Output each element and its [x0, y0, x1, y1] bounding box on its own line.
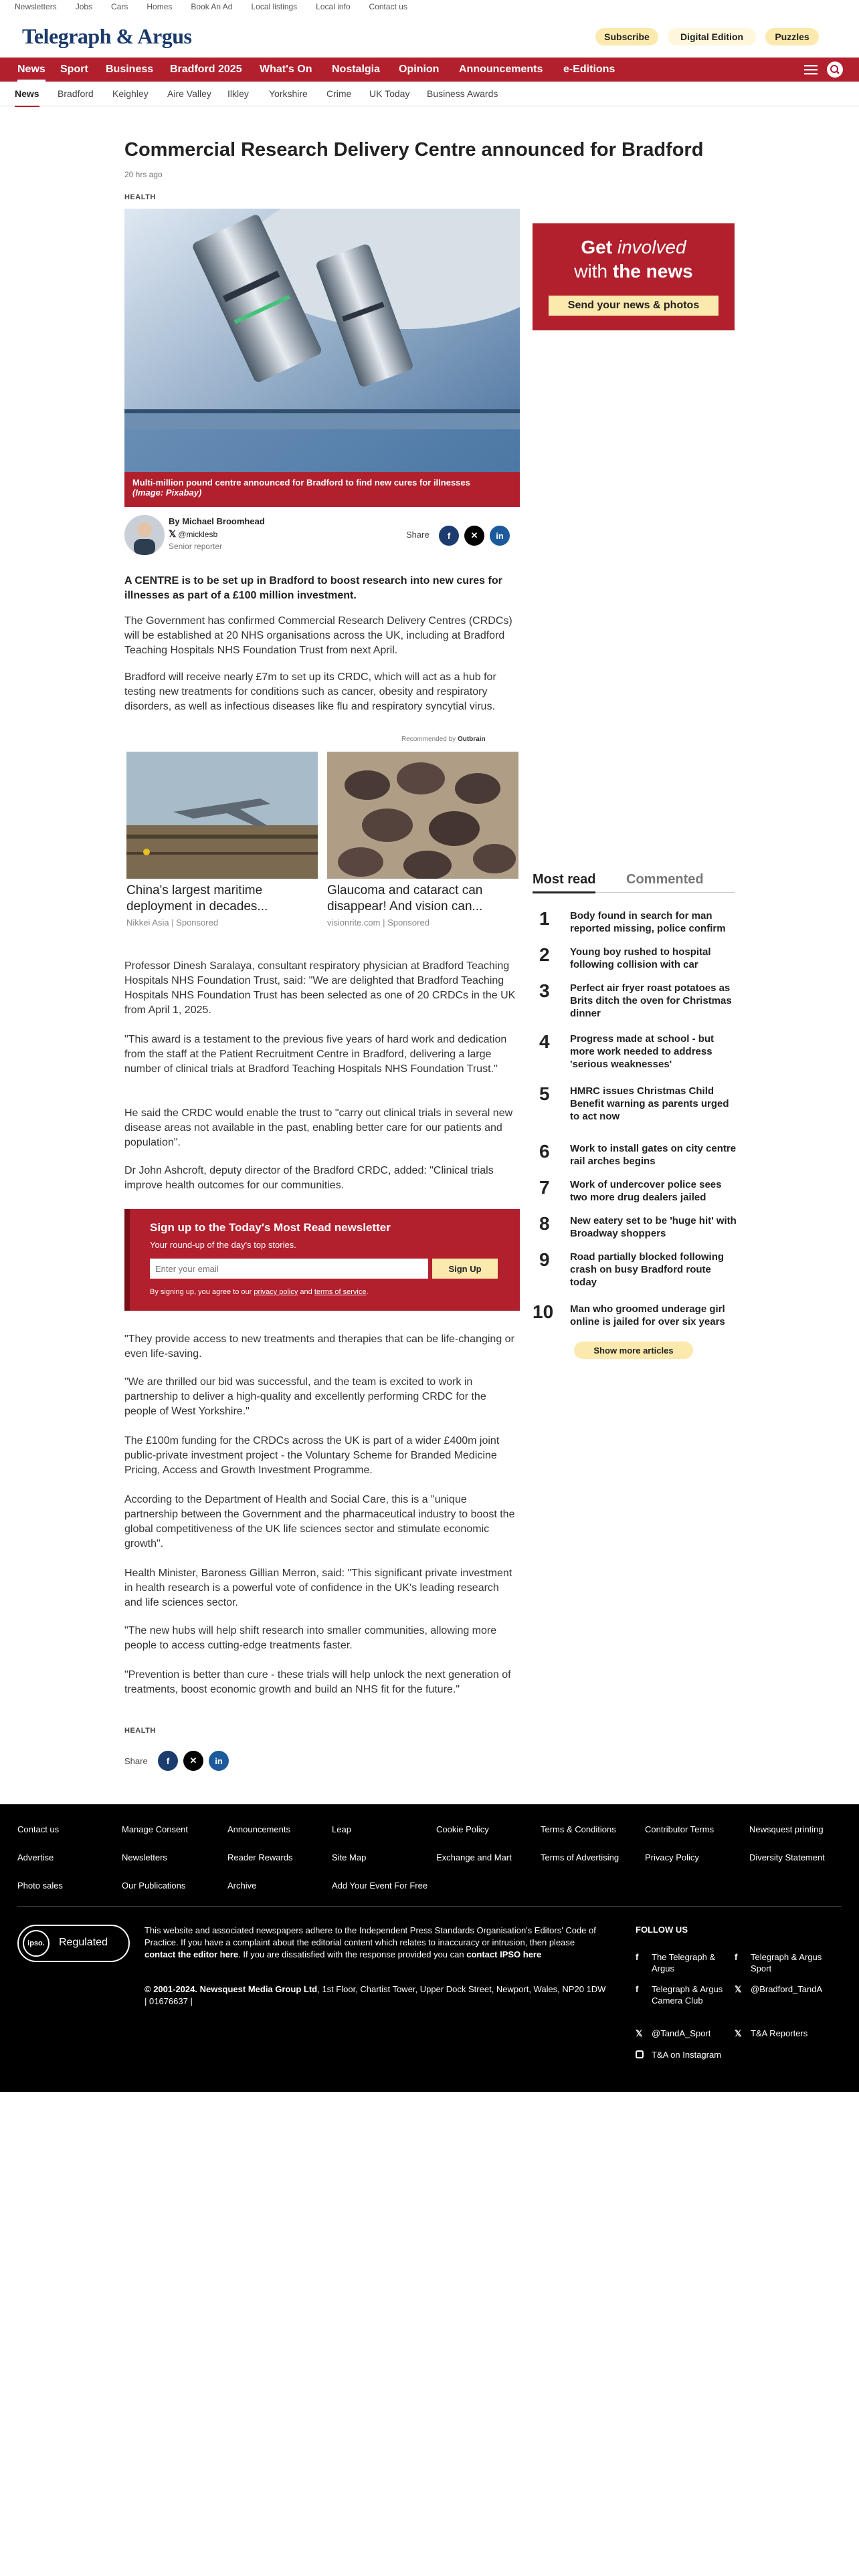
promo-heading — [533, 237, 735, 258]
util-link-local-info[interactable]: Local info — [316, 2, 351, 11]
subscribe-button[interactable]: Subscribe — [595, 28, 658, 45]
article-paragraph: "Prevention is better than cure - these trials will help unlock the next generation of treatments, boost economic growth and build an NHS fit for the future." — [124, 1669, 511, 1695]
contact-ipso-link[interactable]: contact IPSO here — [466, 1949, 542, 1959]
x-icon: 𝕏 — [735, 2028, 742, 2038]
rank-number: 5 — [539, 1083, 550, 1104]
rank-number: 9 — [539, 1249, 550, 1270]
section-tag-bottom[interactable]: HEALTH — [124, 1727, 156, 1735]
search-icon[interactable] — [827, 62, 843, 78]
facebook-icon: f — [735, 1952, 738, 1962]
author-name[interactable]: By Michael Broomhead — [169, 516, 265, 526]
util-link-book-an-ad[interactable]: Book An Ad — [191, 2, 233, 11]
section-tag[interactable]: HEALTH — [124, 193, 156, 201]
most-read-item[interactable]: Perfect air fryer roast potatoes as Brits ditch the oven for Christmas dinner — [570, 982, 732, 1019]
newsletter-email-input[interactable] — [150, 1259, 428, 1279]
outbrain-item-source: Nikkei Asia | Sponsored — [126, 918, 219, 928]
footer-link[interactable]: Site Map — [332, 1852, 367, 1862]
article-paragraph: "The new hubs will help shift research into smaller communities, allowing more people to access cutting-edge treatments faster. — [124, 1625, 497, 1651]
article-paragraph: According to the Department of Health and Social Care, this is a "unique partnership between the Government and the pharmaceutical industry to boost the global competitiveness of the UK life sciences sector and stimulate economic growth". — [124, 1494, 515, 1549]
outbrain-item-title[interactable]: China's largest maritime deployment in decades... — [126, 883, 268, 914]
tab-most-read[interactable]: Most read — [533, 872, 595, 893]
ipso-badge[interactable] — [17, 1925, 130, 1962]
footer-link[interactable]: Terms & Conditions — [541, 1824, 616, 1834]
most-read-tabs — [533, 869, 735, 893]
x-share-icon[interactable]: ✕ — [183, 1751, 203, 1771]
author-handle-row[interactable] — [169, 528, 217, 540]
most-read-item[interactable]: Body found in search for man reported missing, police confirm — [570, 910, 726, 934]
author-role: Senior reporter — [169, 542, 223, 551]
rank-number: 3 — [539, 980, 550, 1001]
outbrain-label[interactable] — [401, 736, 486, 743]
article-paragraph: "We are thrilled our bid was successful, and the team is excited to work in partnership to deliver a high-quality and excellently performing CRDC for the people of West Yorkshire." — [124, 1376, 486, 1417]
newsletter-signup — [124, 1209, 520, 1311]
util-link-contact-us[interactable]: Contact us — [369, 2, 407, 11]
rank-number: 4 — [539, 1031, 550, 1052]
footer-link[interactable]: Manage Consent — [122, 1824, 189, 1834]
privacy-policy-link[interactable]: privacy policy — [254, 1288, 298, 1296]
most-read-item[interactable]: Work of undercover police sees two more drug dealers jailed — [570, 1179, 722, 1203]
follow-label: @TandA_Sport — [652, 2028, 711, 2038]
follow-facebook-sport[interactable] — [735, 1951, 842, 1974]
outbrain-image-dates[interactable] — [327, 752, 518, 879]
caption-credit: (Image: Pixabay) — [132, 488, 202, 498]
follow-x-sport[interactable] — [636, 2028, 729, 2039]
subnav-crime[interactable]: Crime — [326, 88, 352, 99]
outbrain-brand: Outbrain — [457, 736, 486, 743]
footer-link[interactable]: Add Your Event For Free — [332, 1881, 428, 1891]
follow-label: @Bradford_TandA — [751, 1984, 823, 1994]
follow-label: Telegraph & Argus Camera Club — [652, 1984, 723, 2006]
article-paragraph: He said the CRDC would enable the trust to "carry out clinical trials in several new disease areas not available in the past, enabling better care for our patients and population". — [124, 1107, 513, 1148]
tab-commented[interactable]: Commented — [626, 872, 704, 887]
newsletter-signup-button[interactable]: Sign Up — [432, 1259, 498, 1279]
share-label-bottom: Share — [124, 1756, 148, 1766]
nav-nostalgia[interactable]: Nostalgia — [332, 64, 381, 75]
most-read-item[interactable]: Progress made at school - but more work needed to address 'serious weaknesses' — [570, 1033, 714, 1070]
outbrain-recommended: Recommended by — [401, 736, 456, 743]
article-paragraph: Professor Dinesh Saralaya, consultant respiratory physician at Bradford Teaching Hospitals NHS Foundation Trust, said: "We are delighted that Bradford Teaching Hospitals NHS Foundation Trust has been selected as one of 20 CRDCs in the UK from April 1, 2025. — [124, 960, 516, 1016]
most-read-item[interactable]: Work to install gates on city centre rail arches begins — [570, 1143, 737, 1167]
article-paragraph: The £100m funding for the CRDCs across the UK is part of a wider £400m joint public-private investment project - the Voluntary Scheme for Branded Medicine Pricing, Access and Growth Investment Programme. — [124, 1435, 500, 1476]
article-time: 20 hrs ago — [124, 170, 163, 179]
follow-label: T&A on Instagram — [652, 2050, 722, 2060]
footer-link[interactable]: Reader Rewards — [227, 1852, 293, 1862]
author-handle: @micklesb — [178, 529, 218, 539]
site-logo[interactable]: Telegraph & Argus — [22, 24, 192, 48]
article-title: Commercial Research Delivery Centre announced for Bradford — [124, 139, 704, 160]
subnav-yorkshire[interactable]: Yorkshire — [269, 88, 308, 99]
article-paragraph: Health Minister, Baroness Gillian Merron, said: "This significant private investment in health research is a powerful vote of confidence in the UK's leading research and life sciences sector. — [124, 1568, 512, 1608]
x-share-icon[interactable]: ✕ — [464, 526, 484, 546]
digital-edition-button[interactable]: Digital Edition — [668, 28, 756, 45]
send-news-button[interactable]: Send your news & photos — [549, 296, 719, 316]
copyright-owner: © 2001-2024. Newsquest Media Group Ltd — [145, 1984, 318, 1994]
newsletter-legal — [150, 1288, 369, 1296]
sub-nav — [0, 82, 859, 106]
masthead — [0, 17, 859, 56]
nav-e-editions[interactable]: e-Editions — [563, 64, 615, 75]
contact-editor-link[interactable]: contact the editor here — [145, 1949, 239, 1959]
util-link-cars[interactable]: Cars — [111, 2, 128, 11]
newsletter-subtitle: Your round-up of the day's top stories. — [150, 1240, 296, 1250]
subnav-keighley[interactable]: Keighley — [112, 88, 149, 99]
linkedin-icon[interactable]: in — [209, 1751, 229, 1771]
most-read-item[interactable]: Young boy rushed to hospital following collision with car — [570, 946, 711, 970]
nav-whats-on[interactable]: What's On — [260, 64, 312, 75]
footer-link[interactable]: Contributor Terms — [645, 1824, 714, 1834]
follow-x-reporters[interactable] — [735, 2028, 842, 2039]
nav-business[interactable]: Business — [106, 64, 154, 75]
ipso-regulated: Regulated — [59, 1937, 108, 1948]
facebook-icon: f — [636, 1952, 639, 1962]
promo-involved: involved — [617, 237, 686, 257]
follow-facebook-camera-club[interactable] — [636, 1983, 729, 2006]
footer-link[interactable]: Terms of Advertising — [541, 1852, 619, 1862]
rank-number: 8 — [539, 1213, 550, 1234]
utility-bar — [0, 0, 859, 13]
footer-link[interactable]: Advertise — [17, 1852, 54, 1862]
outbrain-item-source: visionrite.com | Sponsored — [327, 918, 430, 928]
footer-link[interactable]: Privacy Policy — [645, 1852, 699, 1862]
x-icon: 𝕏 — [636, 2028, 643, 2038]
util-link-newsletters[interactable]: Newsletters — [15, 2, 57, 11]
ipso-text: This website and associated newspapers adhere to the Independent Press Standards Organisation's Editors' Code of Practice. If you have a complaint about the editorial content which relates to inaccuracy or intrusion, then please — [145, 1925, 596, 1947]
instagram-icon — [636, 2050, 644, 2058]
most-read-item[interactable]: Man who groomed underage girl online is jailed for over six years — [570, 1303, 725, 1327]
copyright — [145, 1983, 606, 2008]
follow-label: Telegraph & Argus Sport — [751, 1952, 822, 1973]
linkedin-icon[interactable]: in — [490, 526, 510, 546]
rank-number: 7 — [539, 1177, 550, 1198]
hero-image — [124, 209, 520, 507]
subnav-uk-today[interactable]: UK Today — [369, 88, 410, 99]
article-paragraph: "They provide access to new treatments and therapies that can be life-changing or even life-saving. — [124, 1333, 514, 1360]
util-link-local-listings[interactable]: Local listings — [251, 2, 298, 11]
rank-number: 10 — [533, 1301, 554, 1322]
subnav-ilkley[interactable]: Ilkley — [227, 88, 249, 99]
main-nav — [0, 58, 859, 82]
facebook-icon[interactable]: f — [158, 1751, 178, 1771]
nav-bradford-2025[interactable]: Bradford 2025 — [170, 64, 242, 75]
hero-caption — [124, 472, 520, 507]
footer-link[interactable]: Contact us — [17, 1824, 60, 1834]
ipso-logo-icon: ipso. — [23, 1930, 50, 1957]
facebook-icon[interactable]: f — [439, 526, 459, 546]
promo-with: with — [574, 261, 608, 282]
footer-divider — [17, 1906, 842, 1907]
follow-instagram[interactable] — [636, 2049, 729, 2060]
author-avatar[interactable] — [124, 515, 165, 555]
subnav-bradford[interactable]: Bradford — [58, 88, 94, 99]
follow-x-bradford[interactable] — [735, 1983, 842, 1995]
article-paragraph: "This award is a testament to the previous five years of hard work and dedication from the staff at the Patient Recruitment Centre in Bradford, delivering a large number of clinical trials at Bradford Teaching Hospitals NHS Foundation Trust." — [124, 1034, 507, 1075]
nav-sport[interactable]: Sport — [60, 64, 88, 75]
news-promo-box[interactable] — [533, 223, 735, 330]
follow-label: T&A Reporters — [751, 2028, 808, 2038]
puzzles-button[interactable]: Puzzles — [765, 28, 819, 45]
article-paragraph: Dr John Ashcroft, deputy director of the Bradford CRDC, added: "Clinical trials improve health outcomes for our communities. — [124, 1165, 494, 1191]
promo-the-news: the news — [612, 261, 693, 282]
subnav-business-awards[interactable]: Business Awards — [427, 88, 498, 99]
nav-opinion[interactable]: Opinion — [399, 64, 440, 75]
legal-text: By signing up, you agree to our — [150, 1288, 254, 1296]
nav-announcements[interactable]: Announcements — [459, 64, 543, 75]
subnav-aire-valley[interactable]: Aire Valley — [167, 88, 211, 99]
show-more-articles-button[interactable]: Show more articles — [574, 1341, 693, 1359]
most-read-item[interactable]: Road partially blocked following crash on busy Bradford route today — [570, 1251, 725, 1288]
footer-link[interactable]: Exchange and Mart — [436, 1852, 512, 1862]
rank-number: 1 — [539, 908, 550, 929]
site-footer — [0, 1804, 859, 2092]
article-intro: A CENTRE is to be set up in Bradford to boost research into new cures for illnesses as part of a £100 million investment. — [124, 575, 502, 601]
footer-link[interactable]: Cookie Policy — [436, 1824, 489, 1834]
footer-link[interactable]: Announcements — [227, 1824, 290, 1834]
footer-link[interactable]: Diversity Statement — [749, 1852, 825, 1862]
most-read-item[interactable]: New eatery set to be 'huge hit' with Broadway shoppers — [570, 1215, 737, 1239]
caption-text: Multi-million pound centre announced for Bradford to find new cures for illnesses — [132, 477, 470, 488]
ipso-statement — [145, 1925, 606, 1961]
footer-link[interactable]: Archive — [227, 1881, 257, 1891]
follow-label: The Telegraph & Argus — [652, 1952, 716, 1973]
follow-us-heading: FOLLOW US — [636, 1925, 688, 1935]
article-paragraph: The Government has confirmed Commercial Research Delivery Centres (CRDCs) will be established at 20 NHS organisations across the UK, including at Bradford Teaching Hospitals NHS Foundation Trust from next April. — [124, 615, 512, 656]
x-icon: 𝕏 — [169, 528, 177, 539]
util-link-homes[interactable]: Homes — [147, 2, 173, 11]
footer-link[interactable]: Leap — [332, 1824, 351, 1834]
facebook-icon: f — [636, 1984, 639, 1994]
outbrain-image-jet[interactable] — [126, 752, 318, 879]
follow-facebook-ta[interactable] — [636, 1951, 729, 1974]
menu-icon[interactable] — [804, 64, 818, 75]
nav-news[interactable]: News — [17, 58, 45, 82]
most-read-item[interactable]: HMRC issues Christmas Child Benefit warning as parents urged to act now — [570, 1085, 729, 1122]
outbrain-item-title[interactable]: Glaucoma and cataract can disappear! And vision can... — [327, 883, 483, 914]
legal-text: and — [298, 1288, 314, 1296]
footer-link[interactable]: Newsquest printing — [749, 1824, 824, 1834]
terms-of-service-link[interactable]: terms of service — [314, 1288, 367, 1296]
footer-link[interactable]: Photo sales — [17, 1881, 63, 1891]
ipso-text: . If you are dissatisfied with the response provided you can — [238, 1949, 467, 1959]
rank-number: 2 — [539, 944, 550, 965]
promo-heading-2 — [533, 261, 735, 282]
subnav-news[interactable]: News — [15, 82, 39, 107]
legal-text: . — [366, 1288, 369, 1296]
share-label: Share — [406, 530, 430, 540]
newsletter-title: Sign up to the Today's Most Read newsletter — [150, 1221, 391, 1234]
promo-get: Get — [581, 237, 613, 257]
article-paragraph: Bradford will receive nearly £7m to set up its CRDC, which will act as a hub for testing new treatments for conditions such as cancer, obesity and respiratory disorders, as well as infectious diseases like flu and respiratory syncytial virus. — [124, 671, 496, 712]
util-link-jobs[interactable]: Jobs — [75, 2, 93, 11]
footer-link[interactable]: Our Publications — [122, 1881, 186, 1891]
footer-link[interactable]: Newsletters — [122, 1852, 167, 1862]
rank-number: 6 — [539, 1141, 550, 1162]
x-icon: 𝕏 — [735, 1984, 742, 1994]
copyright-address: , 1st Floor, Chartist Tower, Upper Dock Street, Newport, Wales, NP20 1DW | 01676637 | — [145, 1984, 606, 2006]
